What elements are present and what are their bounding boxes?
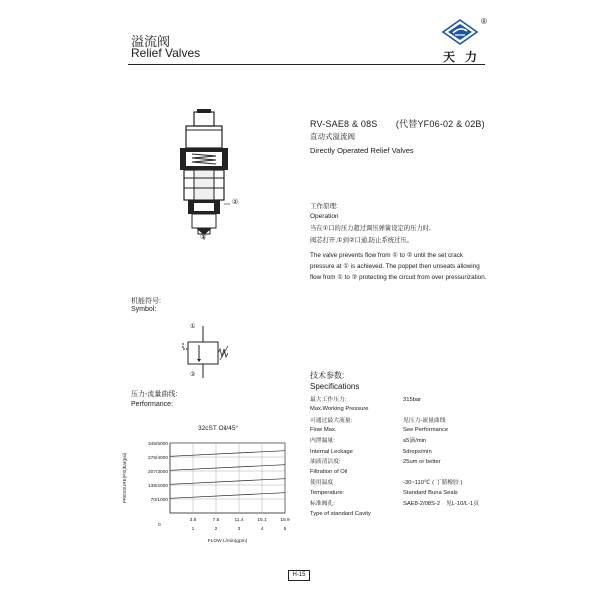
spec-label-cn: 使用温度 bbox=[310, 480, 334, 486]
spec-label-cn: 油液清洁度: bbox=[310, 459, 341, 465]
spec-value: ≤5滴/min bbox=[403, 438, 427, 444]
brand-name: 天力 bbox=[443, 50, 488, 64]
valve-type-en: Directly Operated Relief Valves bbox=[310, 146, 414, 155]
registered-mark: ® bbox=[481, 17, 487, 26]
performance-chart bbox=[115, 435, 295, 555]
y-axis-label: PRESSURE(PSI)bar(psi) bbox=[122, 452, 127, 504]
spec-value: 见压力-流量曲线 bbox=[403, 418, 446, 424]
operation-line: 当在①口的压力超过调压弹簧设定的压力时, bbox=[310, 225, 431, 232]
x-tick-label-gpm: 1 bbox=[191, 527, 195, 532]
y-tick-label: 276/4000 bbox=[147, 455, 168, 461]
x-tick-label-gpm: 3 bbox=[237, 527, 241, 532]
operation-line: The valve prevents flow from ① to ② until the set crack bbox=[310, 252, 464, 259]
spec-value: SAE8-2/08S-2 见L-10/L-1页 bbox=[403, 501, 480, 507]
y-tick-label: 70/1000 bbox=[150, 497, 168, 503]
spec-value: Standard Buna Seals bbox=[403, 490, 458, 496]
spec-label-cn: 内泄漏量: bbox=[310, 438, 335, 444]
spec-label-cn: 可通过最大流量: bbox=[310, 418, 353, 424]
hydraulic-symbol bbox=[180, 322, 230, 387]
x-tick-label-lmin: 7.5 bbox=[212, 518, 220, 523]
spec-value: 5drops/min bbox=[403, 449, 432, 455]
spec-label-en: Filtration of Oil bbox=[310, 469, 348, 475]
header-divider bbox=[128, 64, 485, 65]
x-tick-label-lmin: 3.8 bbox=[189, 518, 197, 523]
symbol-port-1: ① bbox=[190, 324, 196, 330]
x-tick-label-lmin: 11.4 bbox=[234, 518, 244, 523]
spec-label-cn: 标准阀孔: bbox=[310, 501, 335, 507]
symbol-label-en: Symbol: bbox=[131, 306, 157, 313]
specifications-title-en: Specifications bbox=[310, 382, 360, 391]
operation-label-en: Operation bbox=[310, 213, 339, 220]
spec-value: See Performance bbox=[403, 427, 449, 433]
page-number: H-15 bbox=[288, 570, 310, 581]
symbol-port-2: ② bbox=[190, 372, 196, 378]
series-line-curve-3 bbox=[170, 479, 285, 485]
title-cn: 溢流阀 bbox=[131, 34, 171, 49]
specifications-title-cn: 技术参数: bbox=[310, 371, 345, 380]
spec-label-en: Flow Max. bbox=[310, 427, 337, 433]
y-tick-label: 207/3000 bbox=[147, 469, 168, 475]
valve-type-cn: 直动式溢流阀 bbox=[310, 132, 355, 141]
performance-label-cn: 压力-流量曲线: bbox=[131, 391, 178, 398]
valve-cross-section bbox=[170, 108, 250, 253]
operation-line: 阀芯打开,①到②口通,防止系统过压。 bbox=[310, 237, 413, 244]
series-line-curve-2 bbox=[170, 465, 285, 471]
spec-label-en: Temperature: bbox=[310, 490, 345, 496]
drawing-port-2: ② bbox=[232, 199, 239, 206]
chart-title: 32cST Oil/45° bbox=[198, 425, 239, 432]
y-tick-label: 138/2000 bbox=[147, 483, 168, 489]
tianli-logo bbox=[441, 18, 479, 46]
operation-line: flow from ① to ② protecting the circuit from over pressurization. bbox=[310, 274, 487, 281]
x-tick-label-lmin: 18.9 bbox=[280, 518, 290, 523]
series-line-curve-4 bbox=[170, 493, 285, 499]
operation-line: pressure at ① is achieved. The poppet then unseats allowing bbox=[310, 263, 480, 270]
origin-label: 0 bbox=[158, 523, 161, 528]
spec-value: 25um or better bbox=[403, 459, 441, 465]
operation-label-cn: 工作原理: bbox=[310, 203, 338, 210]
spec-label-en: Internal Leckage bbox=[310, 449, 353, 455]
x-tick-label-gpm: 5 bbox=[283, 527, 287, 532]
spec-label-en: Max.Working Pressure bbox=[310, 406, 369, 412]
performance-label-en: Performance: bbox=[131, 401, 174, 408]
title-en: Relief Valves bbox=[131, 46, 201, 60]
symbol-label-cn: 机能符号: bbox=[131, 298, 161, 305]
model-number: RV-SAE8 & 08S (代替YF06-02 & 02B) bbox=[310, 119, 485, 129]
x-axis-label: FLOW L/min(gpm) bbox=[207, 539, 248, 544]
x-tick-label-lmin: 15.1 bbox=[257, 518, 267, 523]
series-line-curve-1 bbox=[170, 451, 285, 457]
drawing-port-1: ① bbox=[200, 234, 207, 241]
y-tick-label: 345/5000 bbox=[147, 441, 168, 447]
spec-value: 315bar bbox=[403, 397, 422, 403]
spec-value: -30~110℃ ( 丁腈橡胶 ) bbox=[403, 480, 463, 486]
x-tick-label-gpm: 4 bbox=[260, 527, 264, 532]
spec-label-cn: 最大工作压力: bbox=[310, 397, 347, 403]
x-tick-label-gpm: 2 bbox=[214, 527, 218, 532]
spec-label-en: Type of standard Cavity bbox=[310, 511, 371, 517]
